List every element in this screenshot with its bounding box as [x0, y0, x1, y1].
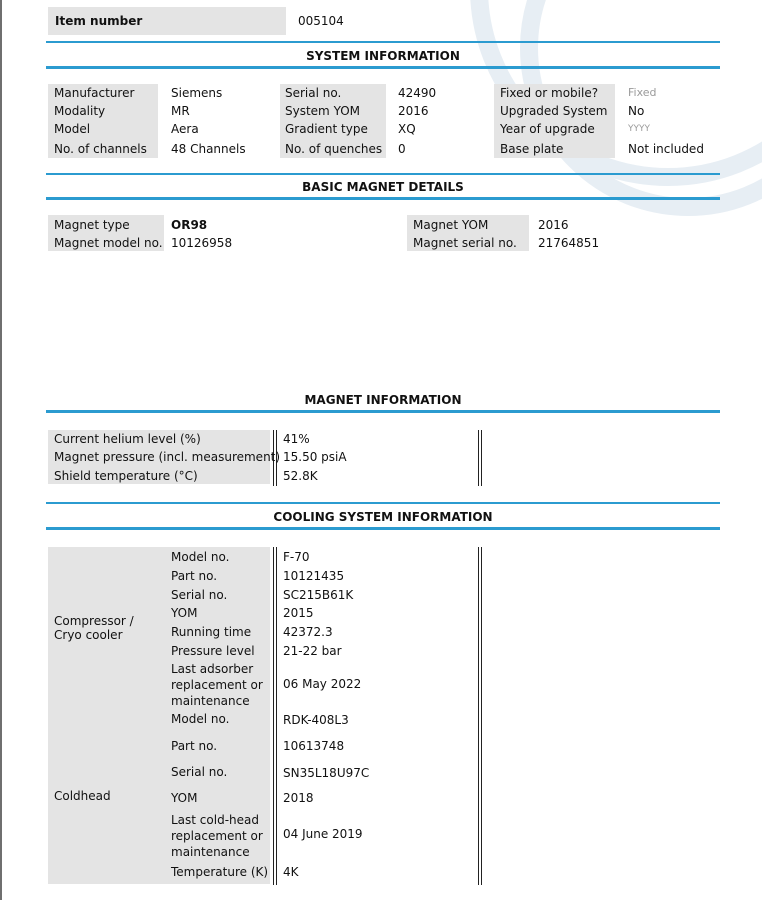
adsorber-label: Last adsorber replacement or maintenance	[171, 662, 263, 708]
upgraded-label: Upgraded System	[500, 104, 608, 118]
modality-value: MR	[171, 104, 190, 118]
model-label: Model	[54, 122, 91, 136]
helium-level-value: 41%	[283, 432, 310, 446]
section-rule	[46, 527, 720, 530]
coldhead-temp-value: 4K	[283, 865, 299, 879]
compressor-model-label: Model no.	[171, 550, 230, 564]
section-rule	[46, 66, 720, 69]
manufacturer-value: Siemens	[171, 86, 223, 100]
system-yom-label: System YOM	[285, 104, 361, 118]
section-title-cooling: COOLING SYSTEM INFORMATION	[273, 510, 493, 524]
shield-temp-label: Shield temperature (°C)	[54, 469, 198, 483]
magnet-yom-value: 2016	[538, 218, 569, 232]
item-number-label: Item number	[48, 7, 286, 35]
coldhead-maintenance-value: 04 June 2019	[283, 827, 363, 841]
compressor-part-value: 10121435	[283, 569, 345, 583]
shield-temp-value: 52.8K	[283, 469, 318, 483]
coldhead-group-label: Coldhead	[54, 789, 111, 803]
year-upgrade-value: YYYY	[628, 124, 650, 134]
gradient-type-label: Gradient type	[285, 122, 368, 136]
compressor-group-label: Compressor / Cryo cooler	[54, 614, 134, 642]
base-plate-value: Not included	[628, 142, 704, 156]
coldhead-model-value: RDK-408L3	[283, 713, 349, 727]
helium-level-label: Current helium level (%)	[54, 432, 201, 446]
magnet-pressure-value: 15.50 psiA	[283, 450, 347, 464]
section-rule	[46, 173, 720, 175]
section-rule	[46, 41, 720, 43]
magnet-type-value: OR98	[171, 218, 208, 232]
magnet-model-value: 10126958	[171, 236, 233, 250]
channels-label: No. of channels	[54, 142, 147, 156]
section-rule	[46, 410, 720, 413]
adsorber-value: 06 May 2022	[283, 677, 362, 691]
serial-label: Serial no.	[285, 86, 342, 100]
compressor-part-label: Part no.	[171, 569, 218, 583]
coldhead-part-label: Part no.	[171, 739, 218, 753]
coldhead-maintenance-label: Last cold-head replacement or maintenance	[171, 813, 263, 859]
quenches-label: No. of quenches	[285, 142, 383, 156]
table-border	[273, 547, 274, 885]
compressor-model-value: F-70	[283, 550, 310, 564]
section-title-system: SYSTEM INFORMATION	[306, 49, 460, 63]
magnet-serial-value: 21764851	[538, 236, 600, 250]
pressure-level-label: Pressure level	[171, 644, 255, 658]
magnet-pressure-label: Magnet pressure (incl. measurement)	[54, 450, 281, 464]
coldhead-part-value: 10613748	[283, 739, 345, 753]
table-border	[478, 547, 479, 885]
compressor-serial-label: Serial no.	[171, 588, 228, 602]
section-title-magnet-basic: BASIC MAGNET DETAILS	[302, 180, 464, 194]
serial-value: 42490	[398, 86, 437, 100]
compressor-yom-value: 2015	[283, 606, 314, 620]
magnet-serial-label: Magnet serial no.	[413, 236, 517, 250]
magnet-type-label: Magnet type	[54, 218, 130, 232]
table-border	[481, 547, 482, 885]
table-border	[478, 430, 479, 486]
compressor-serial-value: SC215B61K	[283, 588, 354, 602]
magnet-model-label: Magnet model no.	[54, 236, 163, 250]
coldhead-serial-value: SN35L18U97C	[283, 766, 370, 780]
table-border	[276, 547, 277, 885]
year-upgrade-label: Year of upgrade	[500, 122, 595, 136]
running-time-label: Running time	[171, 625, 252, 639]
compressor-yom-label: YOM	[171, 606, 198, 620]
quenches-value: 0	[398, 142, 406, 156]
model-value: Aera	[171, 122, 199, 136]
pressure-level-value: 21-22 bar	[283, 644, 342, 658]
page-left-edge	[0, 0, 2, 900]
coldhead-serial-label: Serial no.	[171, 765, 228, 779]
table-border	[481, 430, 482, 486]
system-yom-value: 2016	[398, 104, 429, 118]
coldhead-yom-label: YOM	[171, 791, 198, 805]
coldhead-yom-value: 2018	[283, 791, 314, 805]
fixed-mobile-value: Fixed	[628, 86, 657, 99]
fixed-mobile-label: Fixed or mobile?	[500, 86, 599, 100]
section-rule	[46, 502, 720, 504]
channels-value: 48 Channels	[171, 142, 246, 156]
upgraded-value: No	[628, 104, 645, 118]
manufacturer-label: Manufacturer	[54, 86, 135, 100]
item-number-value: 005104	[298, 14, 344, 28]
running-time-value: 42372.3	[283, 625, 333, 639]
coldhead-model-label: Model no.	[171, 712, 230, 726]
coldhead-temp-label: Temperature (K)	[171, 865, 269, 879]
section-rule	[46, 197, 720, 200]
gradient-type-value: XQ	[398, 122, 416, 136]
magnet-yom-label: Magnet YOM	[413, 218, 489, 232]
modality-label: Modality	[54, 104, 106, 118]
base-plate-label: Base plate	[500, 142, 564, 156]
section-title-magnet-info: MAGNET INFORMATION	[304, 393, 462, 407]
